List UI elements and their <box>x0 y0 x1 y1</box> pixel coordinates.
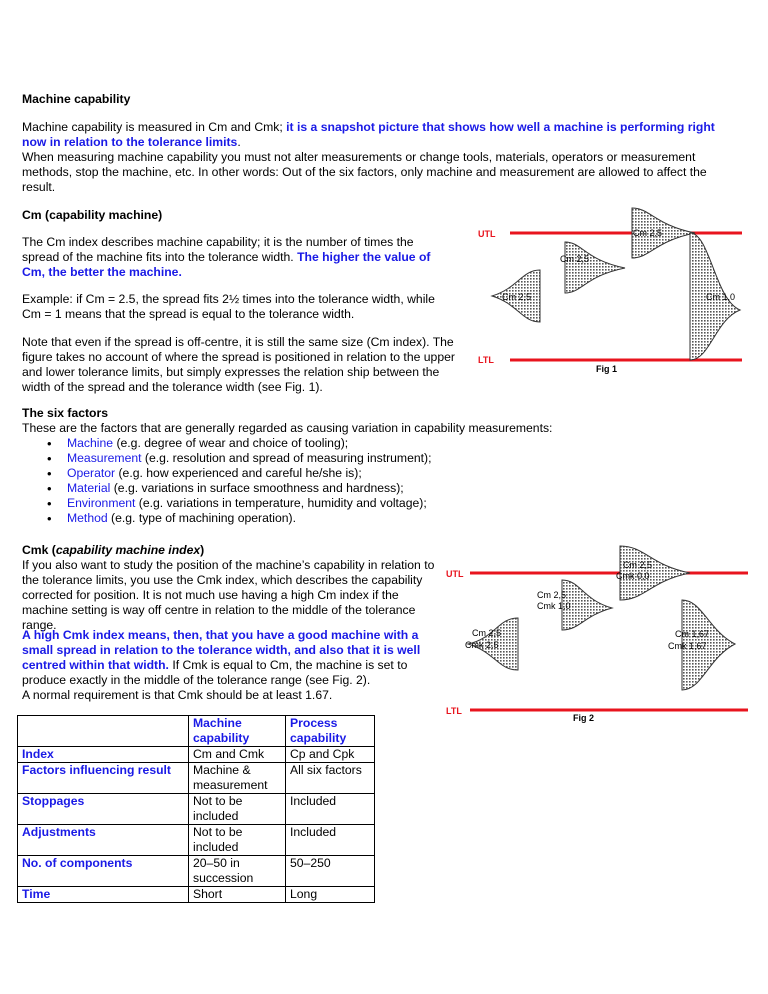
factor-name: Method <box>67 511 108 525</box>
table-cell: Not to be included <box>189 825 286 856</box>
table-row-header: Time <box>18 887 189 903</box>
table-header-cell: Machine capability <box>189 716 286 747</box>
table-row-header: Stoppages <box>18 794 189 825</box>
section-title: Machine capability <box>22 92 131 106</box>
factor-name: Operator <box>67 466 116 480</box>
table-row-header: Adjustments <box>18 825 189 856</box>
table-row-header: No. of components <box>18 856 189 887</box>
table-header-cell: Process capability <box>286 716 375 747</box>
cmk-heading-italic: capability machine index <box>55 543 201 557</box>
table-cell: Cp and Cpk <box>286 747 375 763</box>
table-cell: 20–50 in succession <box>189 856 286 887</box>
cmk-heading-b: ) <box>200 543 205 557</box>
cmk-paragraph-3: A normal requirement is that Cmk should be at least 1.67. <box>22 688 333 702</box>
table-row-header: Index <box>18 747 189 763</box>
list-item <box>22 451 431 466</box>
list-item <box>22 466 431 481</box>
table-cell: All six factors <box>286 763 375 794</box>
figure-caption: Fig 1 <box>596 364 618 374</box>
table-row <box>18 856 375 887</box>
table-cell: Not to be included <box>189 794 286 825</box>
list-item <box>22 481 431 496</box>
curve-label-cmk: Cmk 2,5 <box>465 640 499 650</box>
cmk-p2-text: If Cmk is equal to Cm, the machine is set to produce exactly in the middle of the tolerance range (see Fig. 2). <box>22 658 408 687</box>
curve-label-cm: Cm 1,67 <box>675 629 710 639</box>
cmk-paragraph-2 <box>22 628 440 688</box>
table-row <box>18 887 375 903</box>
factor-desc: (e.g. how experienced and careful he/she is); <box>115 466 362 480</box>
table-row <box>18 747 375 763</box>
ltl-label: LTL <box>478 355 494 365</box>
intro-highlight: it is a snapshot picture that shows how well a machine is performing right now in relation to the tolerance limits <box>22 120 715 149</box>
cm-paragraph-1 <box>22 235 450 280</box>
factor-desc: (e.g. variations in temperature, humidity and voltage); <box>135 496 427 510</box>
figure-caption: Fig 2 <box>573 713 595 723</box>
curve-label-cmk: Cmk 0,0 <box>616 571 650 581</box>
factor-desc: (e.g. resolution and spread of measuring instrument); <box>141 451 432 465</box>
factor-desc: (e.g. variations in surface smoothness and hardness); <box>110 481 404 495</box>
table-cell: Included <box>286 825 375 856</box>
six-factors-list <box>22 436 431 526</box>
distribution-curve <box>565 242 625 293</box>
table-row <box>18 794 375 825</box>
table-row <box>18 825 375 856</box>
utl-label: UTL <box>478 229 496 239</box>
curve-label-cmk: Cmk 1,0 <box>537 601 571 611</box>
table-cell: Cm and Cmk <box>189 747 286 763</box>
cm-paragraph-2: Example: if Cm = 2.5, the spread fits 2½ times into the tolerance width, while Cm = 1 means that the spread is equal to the tolerance width. <box>22 292 435 321</box>
cm-paragraph-3: Note that even if the spread is off-centre, it is still the same size (Cm index). The figure takes no account of where the spread is positioned in relation to the upper and lower tolerance limits, but simply expresses the relation ship between the width of the spread and the tolerance width (see Fig. 1). <box>22 335 455 394</box>
curve-label: Cm 1,0 <box>706 292 736 302</box>
table-cell: 50–250 <box>286 856 375 887</box>
factor-name: Measurement <box>67 451 142 465</box>
cm-p1-text: The Cm index describes machine capability; it is the number of times the spread of the machine fits into the tolerance width. <box>22 235 414 264</box>
factor-name: Material <box>67 481 111 495</box>
list-item <box>22 511 431 526</box>
curve-label-cm: Cm 2,5 <box>537 590 567 600</box>
six-factors-heading: The six factors <box>22 406 109 420</box>
ltl-label: LTL <box>446 706 462 716</box>
six-factors-intro: These are the factors that are generally regarded as causing variation in capability measurements: <box>22 421 553 435</box>
figure-1 <box>470 200 760 380</box>
cm-p1-highlight: The higher the value of Cm, the better the machine. <box>22 250 431 279</box>
comparison-table <box>17 715 375 903</box>
curve-label-cmk: Cmk 1,67 <box>668 641 707 651</box>
intro-text-end: . <box>237 135 241 149</box>
curve-label: Cm 2,5 <box>633 228 663 238</box>
table-cell: Machine & measurement <box>189 763 286 794</box>
curve-label-cm: Cm 2,5 <box>472 628 502 638</box>
intro-paragraph <box>22 120 734 195</box>
factor-name: Machine <box>67 436 114 450</box>
table-row <box>18 763 375 794</box>
figure-2 <box>440 540 760 730</box>
cmk-heading <box>22 543 204 558</box>
curve-label: Cm 2,5 <box>560 254 590 264</box>
cmk-paragraph-1: If you also want to study the position of the machine’s capability in relation to the tolerance limits, you use the Cmk index, which describes the capability corrected for position. It is not much use having a high Cm index if the machine setting is way off centre in relation to the middle of the tolerance range. <box>22 558 435 632</box>
table-cell: Long <box>286 887 375 903</box>
cmk-p2-highlight: A high Cmk index means, then, that you have a good machine with a small spread in relation to the tolerance width, and also that it is well centred within that width. <box>22 628 421 672</box>
curve-label-cm: Cm 2,5 <box>623 560 653 570</box>
table-row-header: Factors influencing result <box>18 763 189 794</box>
list-item <box>22 436 431 451</box>
factor-name: Environment <box>67 496 136 510</box>
table-cell: Short <box>189 887 286 903</box>
intro-text: Machine capability is measured in Cm and Cmk; <box>22 120 287 134</box>
cmk-heading-a: Cmk ( <box>22 543 56 557</box>
table-header-cell <box>18 716 189 747</box>
cm-heading: Cm (capability machine) <box>22 208 163 222</box>
list-item <box>22 496 431 511</box>
table-cell: Included <box>286 794 375 825</box>
table-header-row <box>18 716 375 747</box>
curve-label: Cm 2,5 <box>502 292 532 302</box>
factor-desc: (e.g. degree of wear and choice of tooling); <box>113 436 349 450</box>
intro-text-2: When measuring machine capability you must not alter measurements or change tools, materials, operators or measurement methods, stop the machine, etc. In other words: Out of the six factors, only machine and measurement are allowed to affect the result. <box>22 150 707 194</box>
utl-label: UTL <box>446 569 464 579</box>
factor-desc: (e.g. type of machining operation). <box>107 511 296 525</box>
